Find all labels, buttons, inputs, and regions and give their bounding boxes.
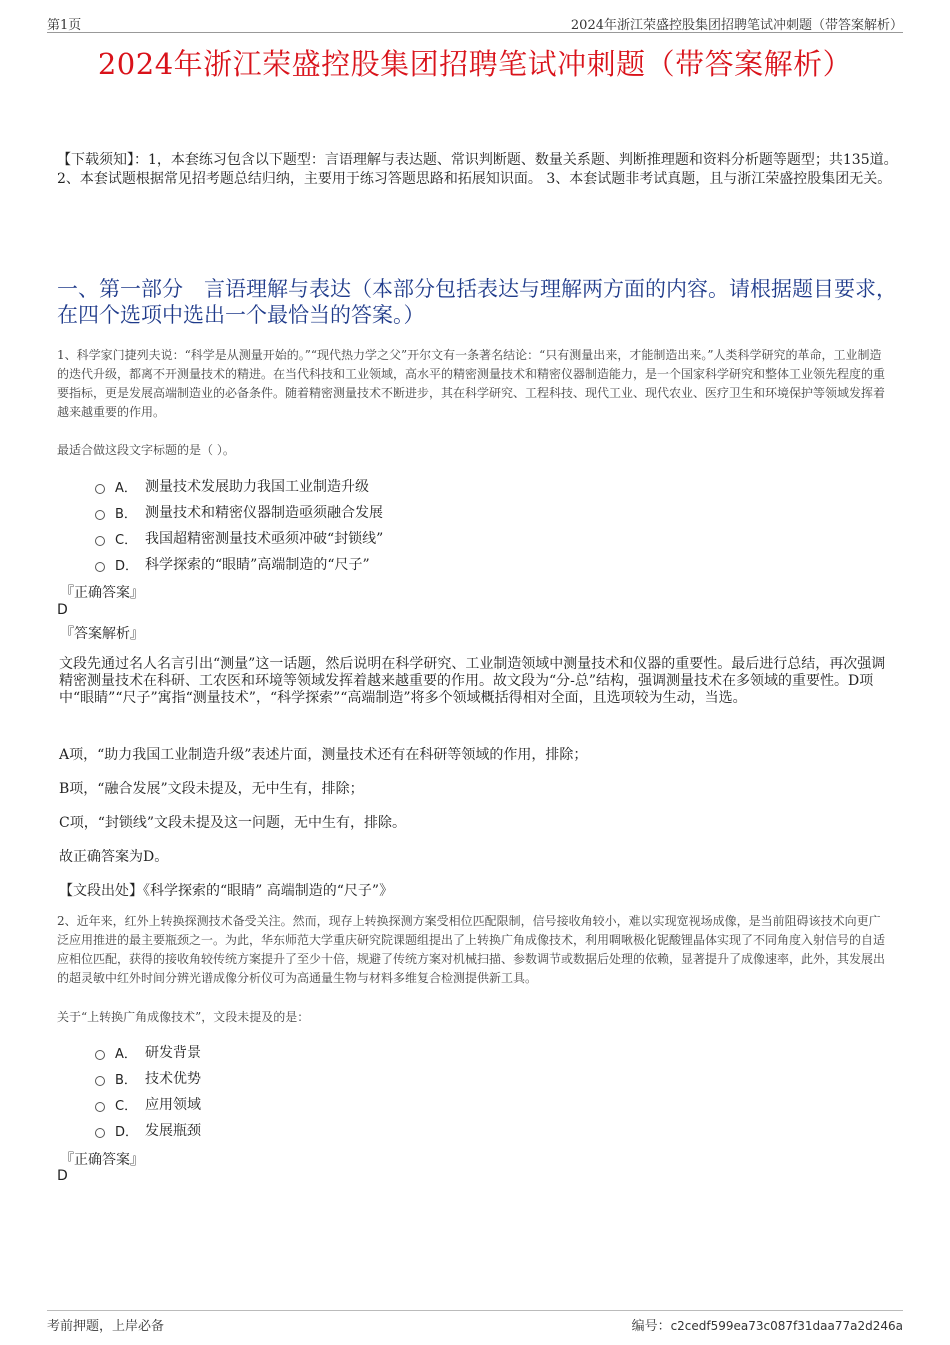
option-letter: C． [115, 1098, 138, 1114]
option-text: 发展瓶颈 [145, 1123, 201, 1139]
option-text: 研发背景 [145, 1045, 201, 1061]
analysis-line-a: A项，“助力我国工业制造升级”表述片面，测量技术还有在科研等领域的作用，排除； [59, 747, 588, 763]
option-text: 我国超精密测量技术亟须冲破“封锁线” [145, 531, 384, 547]
option-a[interactable] [95, 473, 383, 499]
radio-icon[interactable] [95, 1050, 105, 1060]
option-letter: A． [115, 480, 137, 496]
radio-icon[interactable] [95, 1102, 105, 1112]
option-letter: D． [115, 1124, 139, 1140]
option-text: 测量技术发展助力我国工业制造升级 [145, 479, 369, 495]
option-b[interactable] [95, 499, 383, 525]
page-number: 第1页 [47, 18, 82, 33]
option-c[interactable] [95, 525, 383, 551]
footer-code [632, 1315, 903, 1334]
option-c[interactable] [95, 1091, 201, 1117]
option-text: 测量技术和精密仪器制造亟须融合发展 [145, 505, 383, 521]
page-header [47, 14, 903, 33]
option-letter: B． [115, 506, 137, 522]
radio-icon[interactable] [95, 510, 105, 520]
source-citation: 【文段出处】《科学探索的“眼睛” 高端制造的“尺子”》 [59, 883, 394, 899]
option-letter: C． [115, 532, 138, 548]
document-title: 2024年浙江荣盛控股集团招聘笔试冲刺题（带答案解析） [97, 47, 853, 81]
option-d[interactable] [95, 551, 383, 577]
radio-icon[interactable] [95, 1076, 105, 1086]
option-text: 应用领域 [145, 1097, 201, 1113]
radio-icon[interactable] [95, 484, 105, 494]
header-doc-title: 2024年浙江荣盛控股集团招聘笔试冲刺题（带答案解析） [570, 18, 903, 33]
footer-slogan: 考前押题，上岸必备 [47, 1319, 165, 1334]
option-letter: A． [115, 1046, 137, 1062]
radio-icon[interactable] [95, 536, 105, 546]
question-2-prompt: 关于“上转换广角成像技术”，文段未提及的是： [57, 1010, 310, 1024]
option-a[interactable] [95, 1039, 201, 1065]
section-heading: 一、第一部分 言语理解与表达（本部分包括表达与理解两方面的内容。请根据题目要求，在四个选项中选出一个最恰当的答案。） [57, 277, 897, 327]
code-value: c2cedf599ea73c087f31daa77a2d246a [670, 1319, 903, 1333]
question-2-text: 2、近年来，红外上转换探测技术备受关注。然而，现存上转换探测方案受相位匹配限制，信号接收角较小，难以实现宽视场成像，是当前阻碍该技术向更广泛应用推进的最主要瓶颈之一。为此，华东师范大学重庆研究院课题组提出了上转换广角成像技术，利用啁啾极化铌酸锂晶体实现了不同角度入射信号的自适应相位匹配，获得的接收角较传统方案提升了至少十倍，规避了传统方案对机械扫描、参数调节或数据后处理的依赖，显著提升了成像速率，此外，其发展出的超灵敏中红外时间分辨光谱成像分析仪可为高通量生物与材料多维复合检测提供新工具。 [57, 914, 886, 985]
analysis-conclusion: 故正确答案为D。 [59, 849, 169, 865]
option-letter: D． [115, 558, 139, 574]
radio-icon[interactable] [95, 562, 105, 572]
correct-answer: D [57, 1168, 68, 1184]
question-1-text: 1、科学家门捷列夫说：“科学是从测量开始的。”“现代热力学之父”开尔文有一条著名结论：“只有测量出来，才能制造出来。”人类科学研究的革命，工业制造的迭代升级，都离不开测量技术的精进。在当代科技和工业领域，高水平的精密测量技术和精密仪器制造能力，是一个国家科学研究和整体工业领先程度的重要指标，更是发展高端制造业的必备条件。随着精密测量技术不断进步，其在科学研究、工程科技、现代工业、现代农业、医疗卫生和环境保护等领域发挥着越来越重要的作用。 [57, 348, 886, 419]
correct-answer-label: 『正确答案』 [60, 1152, 144, 1168]
question-1-options [95, 473, 383, 577]
option-b[interactable] [95, 1065, 201, 1091]
option-text: 科学探索的“眼睛”高端制造的“尺子” [145, 557, 370, 573]
analysis-line-c: C项，“封锁线”文段未提及这一问题，无中生有，排除。 [59, 815, 407, 831]
option-letter: B． [115, 1072, 137, 1088]
correct-answer-label: 『正确答案』 [60, 585, 144, 601]
page-footer [47, 1310, 903, 1334]
question-1-prompt: 最适合做这段文字标题的是（ ）。 [57, 443, 235, 457]
option-text: 技术优势 [145, 1071, 201, 1087]
analysis-text: 文段先通过名人名言引出“测量”这一话题，然后说明在科学研究、工业制造领域中测量技术和仪器的重要性。最后进行总结，再次强调精密测量技术在科研、工农医和环境等领域发挥着越来越重要的作用。故文段为“分-总”结构，强调测量技术在多领域的重要性。D项中“眼睛”“尺子”寓指“测量技术”，“科学探索”“高端制造”将多个领域概括得相对全面，且选项较为生动，当选。 [59, 656, 886, 706]
radio-icon[interactable] [95, 1128, 105, 1138]
option-d[interactable] [95, 1117, 201, 1143]
question-2-options [95, 1039, 201, 1143]
code-label: 编号： [631, 1319, 671, 1334]
analysis-line-b: B项，“融合发展”文段未提及，无中生有，排除； [59, 781, 364, 797]
analysis-label: 『答案解析』 [60, 626, 144, 642]
correct-answer: D [57, 602, 68, 618]
download-notice: 【下载须知】：1，本套练习包含以下题型：言语理解与表达题、常识判断题、数量关系题、判断推理题和资料分析题等题型；共135道。 2、本套试题根据常见招考题总结归纳，主要用于练习答题思路和拓展知识面。 3、本套试题非考试真题，且与浙江荣盛控股集团无关。 [57, 152, 898, 187]
